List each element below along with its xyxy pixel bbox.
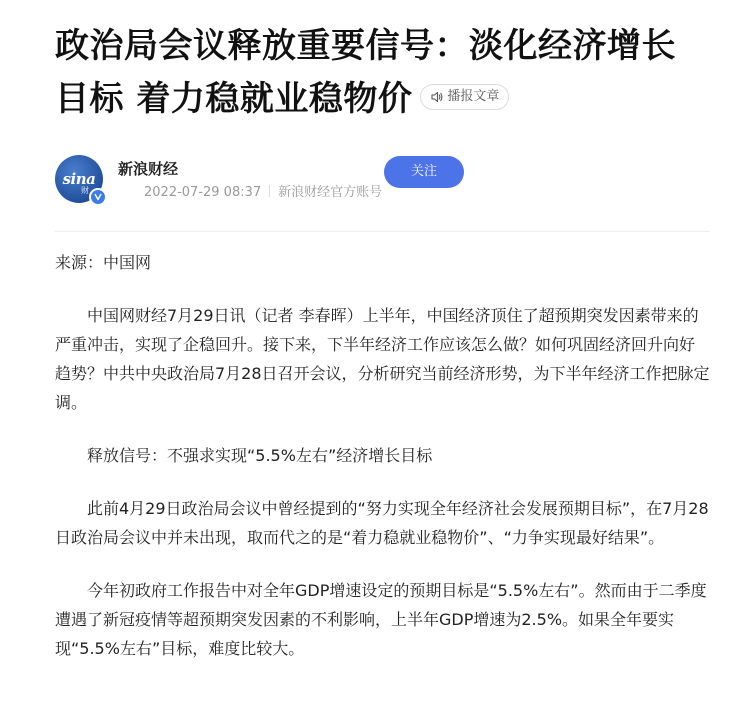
avatar-logo-sub: 财 — [81, 186, 89, 195]
meta-divider — [269, 185, 270, 197]
article — [55, 20, 710, 687]
paragraph-3: 今年初政府工作报告中对全年GDP增速设定的预期目标是“5.5%左右”。然而由于二季度遭遇了新冠疫情等超预期突发因素的不利影响，上半年GDP增速为2.5%。如果全年要实现“5.5%左右”目标，难度比较大。 — [55, 581, 707, 658]
author-avatar[interactable] — [55, 155, 103, 203]
follow-button[interactable]: 关注 — [384, 156, 464, 188]
article-content — [55, 248, 710, 663]
speaker-icon — [430, 90, 444, 104]
listen-article-label: 播报文章 — [447, 89, 500, 104]
paragraph-2: 此前4月29日政治局会议中曾经提到的“努力实现全年经济社会发展预期目标”，在7月28日政治局会议中并未出现，取而代之的是“着力稳就业稳物价”、“力争实现最好结果”。 — [55, 499, 709, 547]
account-type: 新浪财经官方账号 — [278, 185, 383, 200]
article-title-text: 政治局会议释放重要信号：淡化经济增长目标 着力稳就业稳物价 — [55, 26, 676, 119]
listen-article-button[interactable] — [420, 84, 509, 110]
paragraph-subheading: 释放信号：不强求实现“5.5%左右”经济增长目标 — [87, 446, 433, 465]
article-meta — [144, 181, 382, 200]
author-name[interactable]: 新浪财经 — [118, 160, 179, 178]
verified-badge-icon — [89, 188, 107, 206]
paragraph-1: 中国网财经7月29日讯（记者 李春晖）上半年，中国经济顶住了超预期突发因素带来的严重冲击，实现了企稳回升。接下来，下半年经济工作应该怎么做？如何巩固经济回升向好趋势？中共中央政治局7月28日召开会议，分析研究当前经济形势，为下半年经济工作把脉定调。 — [55, 306, 710, 412]
avatar-logo-text: sina — [62, 170, 96, 188]
publish-date: 2022-07-29 08:37 — [144, 185, 262, 200]
article-title — [55, 20, 710, 126]
author-bar — [55, 155, 710, 232]
article-source: 来源：中国网 — [55, 253, 152, 272]
